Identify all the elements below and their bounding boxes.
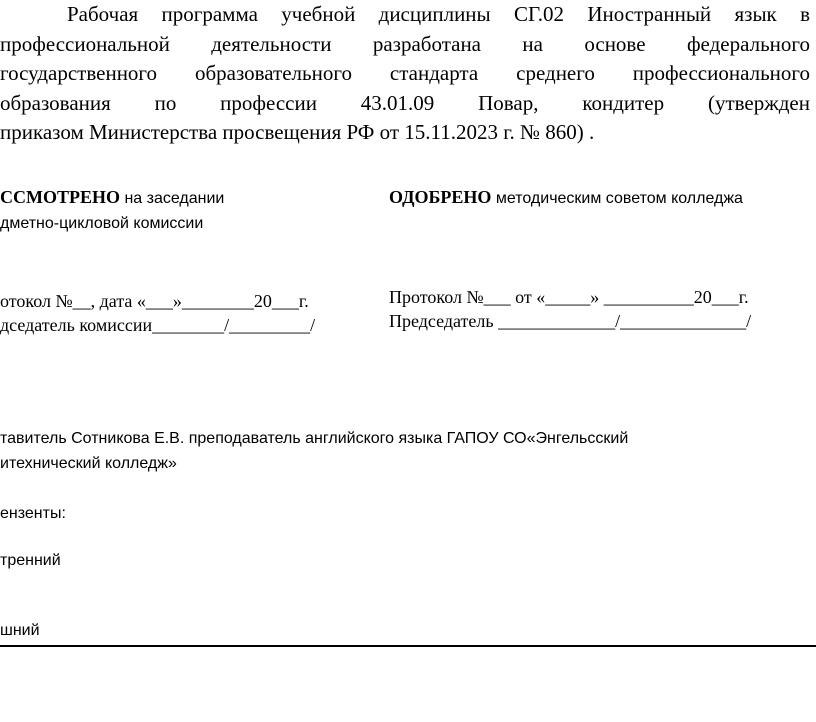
intro-line-1: Рабочая программа учебной дисциплины СГ.02 Иностранный язык в bbox=[67, 2, 810, 26]
left-heading-bold: ССМОТРЕНО bbox=[0, 187, 120, 207]
right-heading-rest: методическим советом колледжа bbox=[491, 190, 743, 207]
bottom-rule bbox=[0, 645, 816, 647]
reviewer-internal: тренний bbox=[0, 552, 61, 569]
left-protocol-line: отокол №__, дата «___»________20___г. bbox=[0, 291, 309, 311]
intro-line-4: образования по профессии 43.01.09 Повар, кондитер (утвержден bbox=[0, 90, 810, 115]
intro-line-2: профессиональной деятельности разработана на основе федерального bbox=[0, 31, 810, 56]
intro-line-5: приказом Министерства просвещения РФ от 15.11.2023 г. № 860) . bbox=[0, 120, 595, 144]
right-block-heading bbox=[389, 187, 743, 208]
right-heading-bold: ОДОБРЕНО bbox=[389, 187, 492, 207]
left-block-commission: дметно-цикловой комиссии bbox=[0, 215, 204, 232]
left-heading-rest: на заседании bbox=[120, 190, 225, 207]
right-protocol-line: Протокол №___ от «_____» __________20___г. bbox=[389, 287, 749, 307]
right-chair-line: Председатель _____________/______________/ bbox=[389, 311, 752, 331]
left-chair-line: дседатель комиссии________/_________/ bbox=[0, 315, 316, 335]
left-block-heading bbox=[0, 187, 224, 208]
reviewer-external: шний bbox=[0, 622, 40, 639]
author-line-2: итехнический колледж» bbox=[0, 455, 177, 472]
intro-line-3: государственного образовательного стандарта среднего профессионального bbox=[0, 61, 810, 85]
author-line-1: тавитель Сотникова Е.В. преподаватель английского языка ГАПОУ СО«Энгельсский bbox=[0, 430, 629, 447]
intro-paragraph bbox=[0, 0, 810, 148]
reviewers-label: ензенты: bbox=[0, 505, 66, 522]
